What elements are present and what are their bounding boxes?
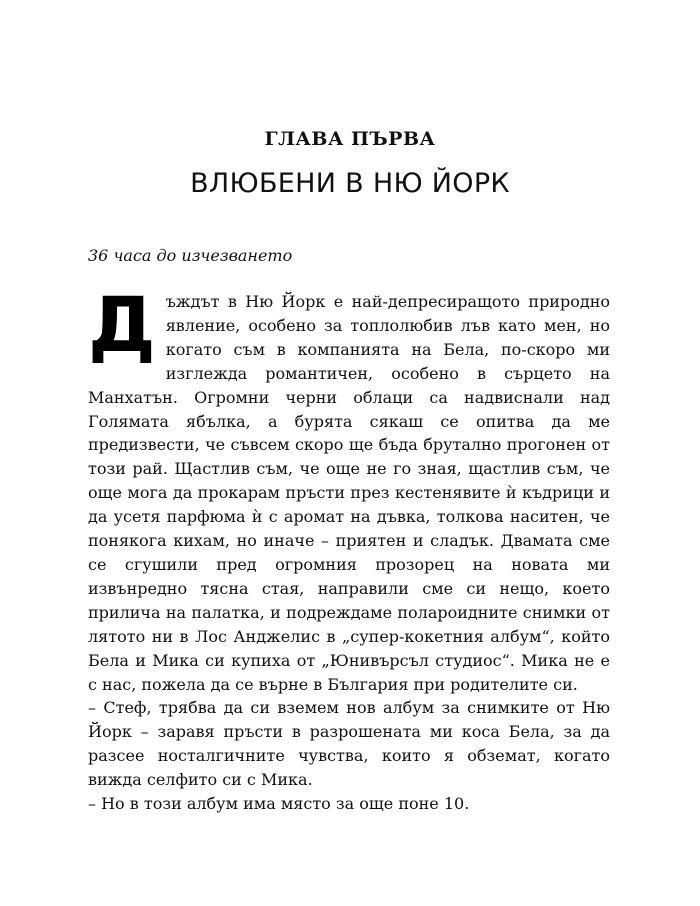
paragraph-opening <box>88 280 610 696</box>
chapter-label: ГЛАВА ПЪРВА <box>264 128 436 150</box>
paragraph-opening-text: ъждът в Ню Йорк е най-депресиращото природно явление, особено за топлолюбив лъв като мен, но когато съм в компанията на Бела, по-скоро ми изглежда романтичен, особено в сърцето на Манхатън. Огромни черни облаци са надвиснали над Голямата ябълка, а бурята сякаш се опитва да ме предизвести, че съвсем скоро ще бъда брутално прогонен от този рай. Щастлив съм, че още не го зная, щастлив съм, че още мога да прокарам пръсти през кестенявите ѝ къдрици и да усетя парфюма ѝ с аромат на дъвка, толкова наситен, че понякога кихам, но иначе – приятен и сладък. Двамата сме се сгушили пред огромния прозорец на новата ми извънредно тясна стая, направили сме си нещо, което прилича на палатка, и подреждаме полароидните снимки от лятото ни в Лос Анджелис в „супер-кокетния албум“, който Бела и Мика си купиха от „Юнивърсъл студиос“. Мика не е с нас, пожела да се върне в България при родителите си. <box>88 292 610 694</box>
drop-cap: Д <box>88 280 156 369</box>
section-timestamp: 36 часа до изчезването <box>88 246 293 265</box>
paragraph-dialog-1: – Стеф, трябва да си вземем нов албум за снимките от Ню Йорк – заравя пръсти в разрошената ми коса Бела, за да разсее носталгичните чувства, които я обземат, когато вижда селфито си с Мика. <box>88 698 610 790</box>
paragraph-dialog-2: – Но в този албум има място за още поне 10. <box>88 794 470 814</box>
chapter-body <box>88 280 610 816</box>
chapter-title: ВЛЮБЕНИ В НЮ ЙОРК <box>190 168 510 199</box>
